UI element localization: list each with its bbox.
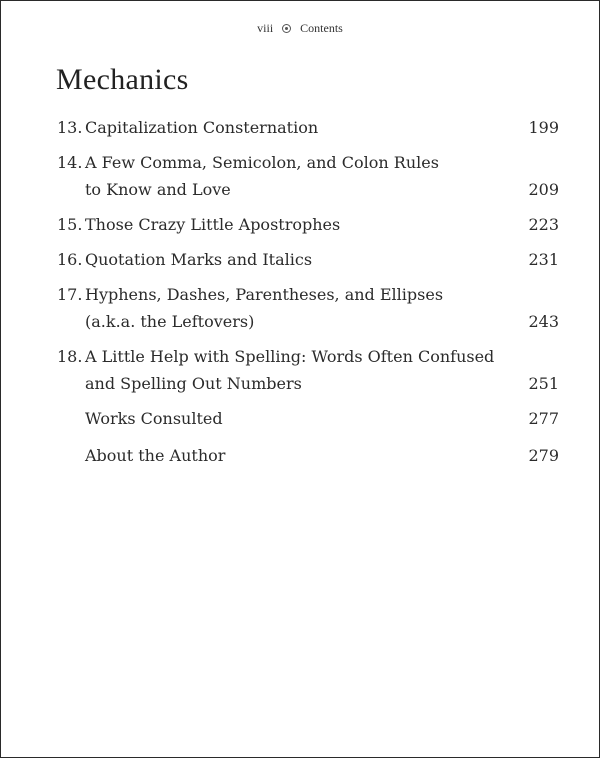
toc-page-number: 209 [528,180,559,199]
toc-page-number: 277 [528,409,559,428]
chapter-title: Works Consulted [85,409,223,428]
circle-dot-ornament-icon [282,24,291,33]
toc-page-number: 279 [528,446,559,465]
page-number: viii [257,21,274,35]
chapter-number: 15. [57,215,83,234]
toc-page-number: 243 [528,312,559,331]
chapter-title: About the Author [85,446,226,465]
running-head [1,21,599,36]
chapter-title: A Little Help with Spelling: Words Often Confused [85,347,495,366]
toc-entry-15[interactable] [57,214,559,236]
chapter-title: A Few Comma, Semicolon, and Colon Rules [85,153,439,172]
chapter-number: 17. [57,285,83,304]
toc-entry-about-the-author[interactable] [57,445,559,467]
toc-entry-works-consulted[interactable] [57,408,559,430]
toc-page-number: 231 [528,250,559,269]
chapter-number: 16. [57,250,83,269]
toc-entry-13[interactable] [57,117,559,139]
section-title: Mechanics [56,63,189,96]
toc-page-number: 223 [528,215,559,234]
chapter-title: Capitalization Consternation [85,118,319,137]
toc-entry-14[interactable] [57,152,559,201]
chapter-title: Those Crazy Little Apostrophes [85,215,341,234]
toc-entry-16[interactable] [57,249,559,271]
toc-entry-18[interactable] [57,346,559,395]
chapter-title-continued: (a.k.a. the Leftovers) [85,312,255,331]
chapter-number: 13. [57,118,83,137]
chapter-title-continued: to Know and Love [85,180,231,199]
toc-page-number: 251 [528,374,559,393]
toc-entry-17[interactable] [57,284,559,333]
chapter-title-continued: and Spelling Out Numbers [85,374,302,393]
table-of-contents [57,117,559,482]
toc-page-number: 199 [528,118,559,137]
chapter-number: 14. [57,153,83,172]
chapter-title: Quotation Marks and Italics [85,250,313,269]
chapter-title: Hyphens, Dashes, Parentheses, and Ellipses [85,285,444,304]
chapter-number: 18. [57,347,83,366]
running-head-section: Contents [300,21,343,35]
